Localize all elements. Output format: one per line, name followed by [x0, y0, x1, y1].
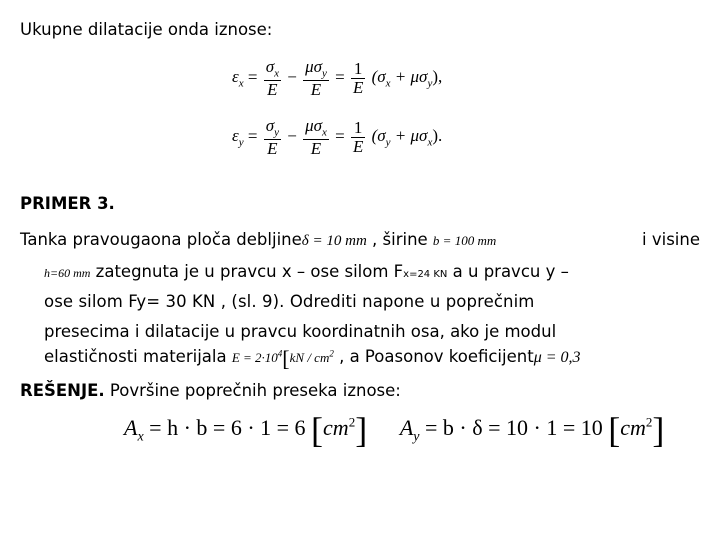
- strain-y-equation: $\varepsilon_y$ = $\frac{\sigma_y}{E}$ − $\frac{\mu\sigma_x}{E}$ = $\frac{1}{E}$ $(\sigma_y + \mu\sigma_x)$.: [232, 116, 443, 158]
- eq1-frac3: $\frac{1}{E}$: [352, 59, 364, 97]
- problem-line-1: Tanka pravougaona ploča debljineδ = 10 mm , širine b = 100 mm i visine: [20, 230, 700, 249]
- example-title: PRIMER 3.: [20, 194, 115, 213]
- area-x: $A_x = h \cdot b = 6 \cdot 1 = 6$ $[cm^2]$: [124, 410, 368, 450]
- eq1-frac1: $\frac{\sigma_x}{E}$: [265, 57, 279, 99]
- width-value: b = 100 mm: [432, 233, 497, 248]
- eq2-frac3: $\frac{1}{E}$: [352, 118, 364, 156]
- area-equations: [124, 412, 664, 448]
- poisson-ratio: μ = 0,3: [533, 349, 581, 366]
- problem-line-5: elastičnosti materijala $E = 2\cdot 10^4[kN / cm^2$ , a Poasonov koeficijentμ = 0,3: [44, 346, 581, 372]
- problem-line-2: h=60 mm zategnuta je u pravcu x – ose silom Fx=24 KN a u pravcu y –: [44, 262, 569, 281]
- intro-text: Ukupne dilatacije onda iznose:: [20, 20, 273, 39]
- problem-line-3: ose silom Fy= 30 KN , (sl. 9). Odrediti napone u poprečnim: [44, 292, 535, 311]
- eq1-frac2: $\frac{\mu\sigma_y}{E}$: [305, 57, 327, 99]
- thickness-value: δ = 10 mm: [301, 233, 367, 249]
- eq1-paren: $(\sigma_x + \mu\sigma_y)$,: [371, 67, 443, 90]
- eq2-frac2: $\frac{\mu\sigma_x}{E}$: [305, 116, 327, 158]
- eq2-paren: $(\sigma_y + \mu\sigma_x)$.: [371, 126, 443, 149]
- solution-line: REŠENJE. Površine poprečnih preseka iznose:: [20, 381, 401, 400]
- area-y: $A_y = b \cdot \delta = 10 \cdot 1 = 10$ $[cm^2]$: [399, 410, 665, 450]
- eq1-lhs: $\varepsilon_x$: [232, 67, 244, 90]
- strain-x-equation: $\varepsilon_x$ = $\frac{\sigma_x}{E}$ − $\frac{\mu\sigma_y}{E}$ = $\frac{1}{E}$ $(\sigma_x + \mu\sigma_y)$,: [232, 57, 443, 99]
- eq2-lhs: $\varepsilon_y$: [232, 126, 244, 149]
- elastic-modulus: $E = 2\cdot 10^4[kN / cm^2$: [231, 346, 334, 372]
- eq2-frac1: $\frac{\sigma_y}{E}$: [265, 116, 279, 158]
- height-value: h=60 mm: [44, 266, 91, 280]
- problem-line-4: presecima i dilatacije u pravcu koordinatnih osa, ako je modul: [44, 322, 557, 341]
